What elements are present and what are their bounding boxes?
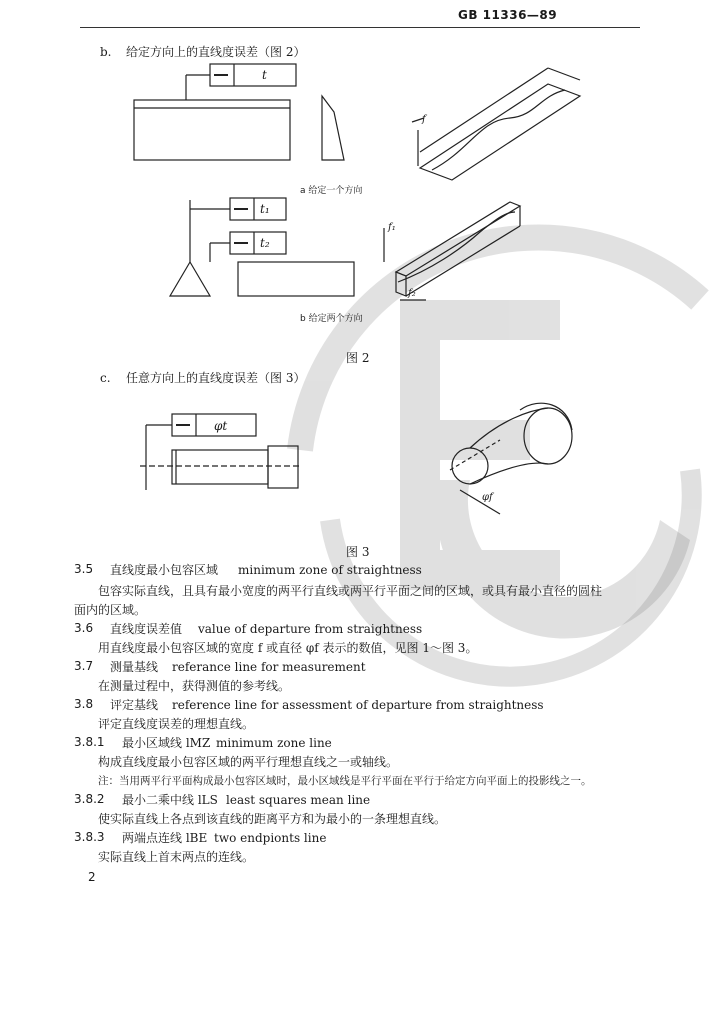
item-b-text: 给定方向上的直线度误差（图 2） (126, 45, 306, 59)
section-num: 3.7 (74, 659, 94, 673)
section-num: 3.8 (74, 697, 94, 711)
section-title: 评定基线 (110, 698, 159, 712)
fig2-tol-t2: t₂ (260, 236, 270, 250)
fig2-tol-t: t (262, 68, 267, 82)
section-body: 评定直线度误差的理想直线。 (98, 717, 255, 731)
section-title: 两端点连线 lBE (122, 831, 208, 845)
fig2-caption: 图 2 (346, 351, 370, 365)
section-body: 包容实际直线，且具有最小宽度的两平行直线或两平行平面之间的区域，或具有最小直径的圆柱 (98, 584, 603, 598)
section-note: 注：当用两平行平面构成最小包容区域时，最小区域线是平行平面在平行于给定方向平面上的投影线之一。 (98, 775, 592, 787)
fig2-tol-t1: t₁ (260, 202, 270, 216)
section-title: 直线度最小包容区域 (110, 563, 219, 577)
fig3-caption: 图 3 (346, 545, 370, 559)
section-num: 3.8.1 (74, 735, 105, 749)
fig2-sub-b: b 给定两个方向 (300, 314, 363, 324)
section-title: 测量基线 (110, 660, 159, 674)
section-title: 最小区域线 lMZ (122, 736, 211, 750)
section-num: 3.8.2 (74, 792, 105, 806)
section-en: referance line for measurement (172, 660, 366, 674)
item-c-label: c. (100, 371, 111, 385)
section-en: reference line for assessment of departure from straightness (172, 698, 544, 712)
section-en: least squares mean line (226, 793, 371, 807)
section-body: 面内的区域。 (74, 603, 147, 617)
section-en: two endpionts line (214, 831, 327, 845)
item-c-text: 任意方向上的直线度误差（图 3） (126, 371, 306, 385)
page-number: 2 (88, 870, 96, 884)
fig2-dim-f1: f₁ (388, 222, 396, 233)
fig2-dim-f: f (422, 114, 426, 125)
fig3-tol-phi-t: φt (214, 419, 228, 433)
section-body: 用直线度最小包容区域的宽度 f 或直径 φf 表示的数值，见图 1～图 3。 (98, 641, 478, 655)
section-num: 3.6 (74, 621, 94, 635)
section-body: 在测量过程中，获得测值的参考线。 (98, 679, 291, 693)
standard-code: GB 11336—89 (458, 8, 558, 22)
item-b-label: b. (100, 45, 112, 59)
section-en: minimum zone of straightness (238, 563, 422, 577)
section-en: minimum zone line (216, 736, 332, 750)
fig2-dim-f2: f₂ (408, 288, 416, 299)
fig3-dim-phi-f: φf (482, 492, 493, 503)
section-num: 3.8.3 (74, 830, 105, 844)
section-en: value of departure from straightness (198, 622, 423, 636)
section-body: 使实际直线上各点到该直线的距离平方和为最小的一条理想直线。 (98, 812, 447, 826)
section-body: 构成直线度最小包容区域的两平行理想直线之一或轴线。 (98, 755, 399, 769)
fig2-sub-a: a 给定一个方向 (300, 186, 363, 196)
section-num: 3.5 (74, 562, 94, 576)
section-body: 实际直线上首末两点的连线。 (98, 850, 255, 864)
section-title: 直线度误差值 (110, 622, 183, 636)
section-title: 最小二乘中线 lLS (122, 793, 218, 807)
